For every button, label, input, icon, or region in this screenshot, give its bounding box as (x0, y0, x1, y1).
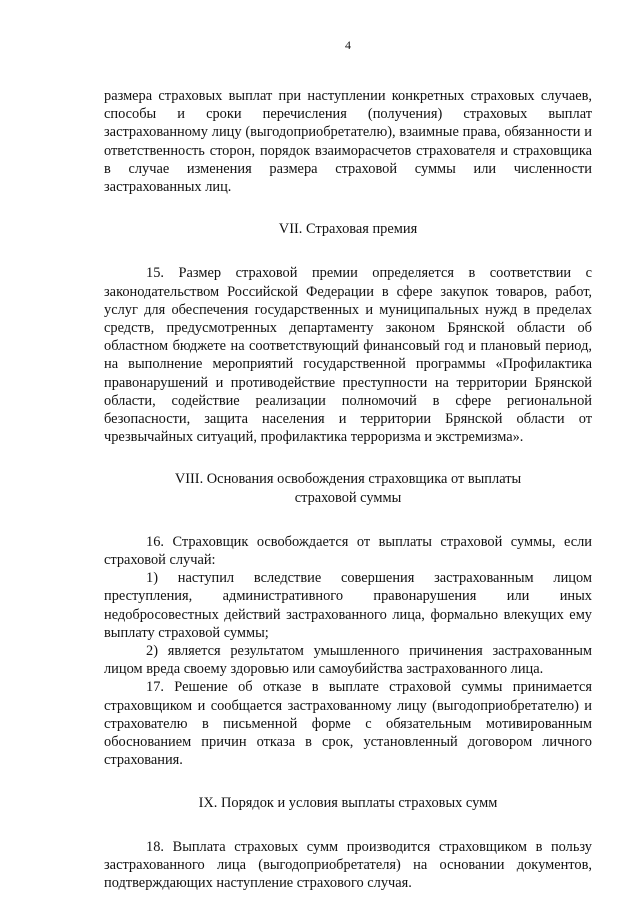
intro-paragraph: размера страховых выплат при наступлении конкретных страховых случаев, способы и сроки перечисления (получения) страховых выплат застрахованному лицу (выгодоприобретателю), взаимные права, обязанности и ответственность сторон, порядок взаиморасчетов страхователя и страховщика в случае изменения размера страховой суммы или численности застрахованных лиц. (104, 88, 592, 196)
paragraph-18: 18. Выплата страховых сумм производится страховщиком в пользу застрахованного лица (выгодоприобретателя) на основании документов, подтверждающих наступление страхового случая. (104, 838, 592, 892)
paragraph-17: 17. Решение об отказе в выплате страховой суммы принимается страховщиком и сообщается застрахованному лицу (выгодоприобретателю) и страхователю в письменной форме с обязательным мотивированным обоснованием причин отказа в срок, установленный договором личного страхования. (104, 679, 592, 769)
paragraph-15: 15. Размер страховой премии определяется в соответствии с законодательством Российской Федерации в сфере закупок товаров, работ, услуг для обеспечения государственных и муниципальных нужд в пределах средств, предусмотренных департаменту законом Брянской области об областном бюджете на соответствующий финансовый год и плановый период, на выполнение мероприятий государственной программы «Профилактика правонарушений и противодействие преступности на территории Брянской области, содействие реализации полномочий в сфере региональной безопасности, защита населения и территории Брянской области от чрезвычайных ситуаций, профилактика терроризма и экстремизма». (104, 265, 592, 446)
section-vii-title: VII. Страховая премия (278, 221, 418, 238)
paragraph-16-item-2: 2) является результатом умышленного причинения застрахованным лицом вреда своему здоровью или самоубийства застрахованного лица. (104, 643, 592, 678)
paragraph-16-item-1: 1) наступил вследствие совершения застрахованным лицом преступления, административного правонарушения или иных недобросовестных действий застрахованного лица, формально влекущих ему выплату страховой суммы; (104, 570, 592, 641)
page-number: 4 (345, 38, 351, 52)
section-ix-title: IX. Порядок и условия выплаты страховых сумм (198, 794, 498, 811)
section-viii-title-line1: VIII. Основания освобождения страховщика от выплаты (174, 471, 522, 488)
section-viii-title-line2: страховой суммы (294, 489, 402, 506)
section-viii-title (104, 470, 592, 506)
paragraph-16: 16. Страховщик освобождается от выплаты страховой суммы, если страховой случай: (104, 533, 592, 569)
